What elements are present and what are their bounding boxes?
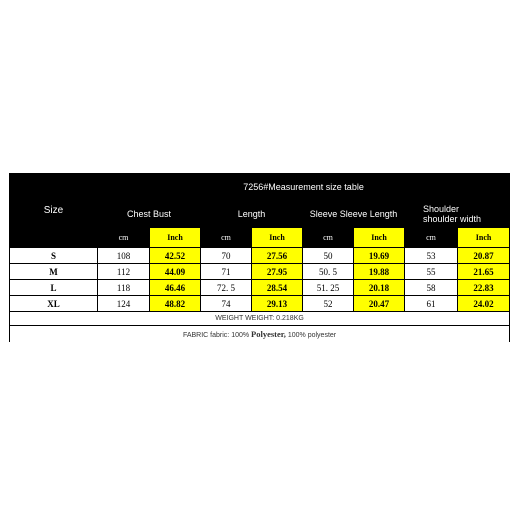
cell-inch: 20.87 <box>458 248 510 264</box>
cell-cm: 58 <box>405 280 458 296</box>
unit-inch: Inch <box>252 228 303 248</box>
fabric-bold: Polyester, <box>251 329 286 339</box>
cell-cm: 50 <box>303 248 354 264</box>
cell-cm: 70 <box>201 248 252 264</box>
cell-cm: 50. 5 <box>303 264 354 280</box>
size-cell: M <box>10 264 98 280</box>
cell-cm: 55 <box>405 264 458 280</box>
cell-cm: 61 <box>405 296 458 312</box>
unit-inch: Inch <box>458 228 510 248</box>
cell-inch: 29.13 <box>252 296 303 312</box>
cell-inch: 22.83 <box>458 280 510 296</box>
cell-cm: 53 <box>405 248 458 264</box>
table-row <box>10 296 510 312</box>
cell-cm: 51. 25 <box>303 280 354 296</box>
size-header: Size <box>10 174 98 248</box>
cell-inch: 27.95 <box>252 264 303 280</box>
fabric-prefix: FABRIC fabric: 100% <box>182 332 250 339</box>
size-cell: L <box>10 280 98 296</box>
table-title: 7256#Measurement size table <box>98 174 510 200</box>
table-row <box>10 280 510 296</box>
cell-inch: 24.02 <box>458 296 510 312</box>
group-length: Length <box>201 200 303 228</box>
group-shoulder-label: Shoulder <box>423 203 460 214</box>
cell-inch: 28.54 <box>252 280 303 296</box>
group-shoulder-sublabel: shoulder width <box>423 213 482 224</box>
cell-inch: 48.82 <box>150 296 201 312</box>
cell-cm: 74 <box>201 296 252 312</box>
fabric-suffix: 100% polyester <box>287 332 337 339</box>
weight-note: WEIGHT WEIGHT: 0.218KG <box>10 312 510 326</box>
cell-inch: 19.69 <box>354 248 405 264</box>
cell-inch: 44.09 <box>150 264 201 280</box>
cell-cm: 112 <box>98 264 150 280</box>
size-cell: XL <box>10 296 98 312</box>
table-row <box>10 264 510 280</box>
unit-cm: cm <box>98 228 150 248</box>
cell-inch: 20.18 <box>354 280 405 296</box>
group-chest: Chest Bust <box>98 200 201 228</box>
cell-inch: 27.56 <box>252 248 303 264</box>
table-row <box>10 248 510 264</box>
cell-inch: 21.65 <box>458 264 510 280</box>
cell-inch: 46.46 <box>150 280 201 296</box>
cell-cm: 71 <box>201 264 252 280</box>
cell-cm: 124 <box>98 296 150 312</box>
cell-cm: 52 <box>303 296 354 312</box>
unit-cm: cm <box>201 228 252 248</box>
size-cell: S <box>10 248 98 264</box>
unit-inch: Inch <box>150 228 201 248</box>
group-sleeve: Sleeve Sleeve Length <box>303 200 405 228</box>
unit-cm: cm <box>405 228 458 248</box>
unit-cm: cm <box>303 228 354 248</box>
group-shoulder <box>405 200 510 228</box>
measurement-table <box>9 173 510 342</box>
cell-inch: 19.88 <box>354 264 405 280</box>
cell-cm: 118 <box>98 280 150 296</box>
fabric-note <box>10 326 510 343</box>
cell-inch: 42.52 <box>150 248 201 264</box>
cell-cm: 72. 5 <box>201 280 252 296</box>
size-chart <box>9 173 509 342</box>
cell-cm: 108 <box>98 248 150 264</box>
cell-inch: 20.47 <box>354 296 405 312</box>
unit-inch: Inch <box>354 228 405 248</box>
